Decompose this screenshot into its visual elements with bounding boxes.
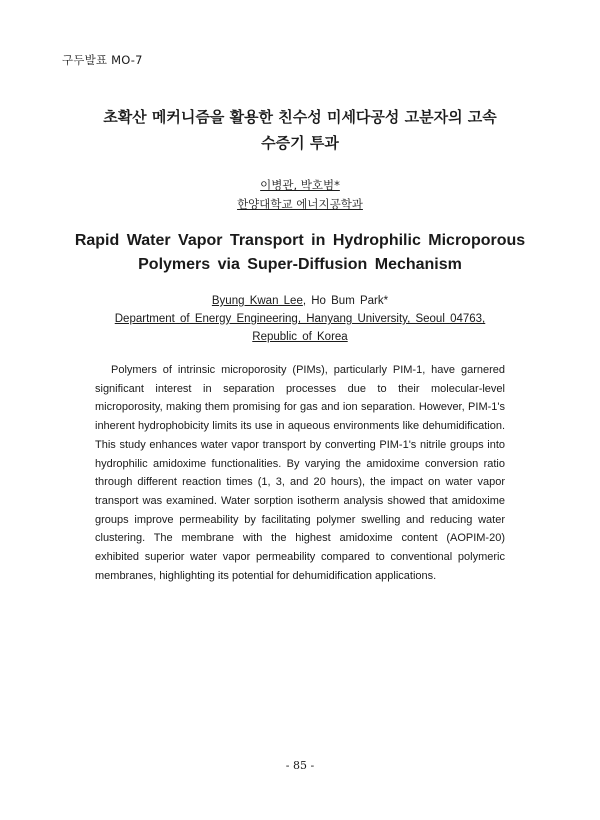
korean-title-line-2: 수증기 투과 xyxy=(261,134,339,152)
english-title xyxy=(0,229,600,277)
korean-title xyxy=(0,104,600,156)
page-number: - 85 - xyxy=(285,759,315,772)
korean-affiliation: 한양대학교 에너지공학과 xyxy=(237,197,363,211)
english-affiliation-line-1: Department of Energy Engineering, Hanyang University, Seoul 04763, xyxy=(114,313,486,325)
presenting-author: Byung Kwan Lee xyxy=(211,295,303,307)
korean-title-line-1: 초확산 메커니즘을 활용한 친수성 미세다공성 고분자의 고속 xyxy=(103,108,497,126)
korean-author-block xyxy=(0,176,600,214)
co-authors: , Ho Bum Park* xyxy=(302,295,389,307)
english-author-block xyxy=(0,292,600,346)
english-title-line-1: Rapid Water Vapor Transport in Hydrophilic Microporous xyxy=(74,232,526,249)
english-title-line-2: Polymers via Super-Diffusion Mechanism xyxy=(138,256,462,273)
english-affiliation-line-2: Republic of Korea xyxy=(252,331,348,343)
session-label: 구두발표 MO-7 xyxy=(62,53,143,67)
abstract-paragraph: Polymers of intrinsic microporosity (PIMs), particularly PIM-1, have garnered significant interest in separation processes due to their molecular-level microporosity, making them promising for gas and ion separation. However, PIM-1's inherent hydrophobicity limits its use in aqueous environments like dehumidification. This study enhances water vapor transport by converting PIM-1's nitrile groups into hydrophilic amidoxime functionalities. By varying the amidoxime conversion ratio through different reaction times (1, 3, and 20 hours), the impact on water vapor transport was examined. Water sorption isotherm analysis showed that amidoxime groups improve permeability by facilitating polymer swelling and reducing water clustering. The membrane with the highest amidoxime content (AOPIM-20) exhibited superior water vapor permeability compared to conventional polymeric membranes, highlighting its potential for dehumidification applications. xyxy=(95,364,505,582)
english-authors xyxy=(0,292,600,310)
korean-authors: 이병관, 박호범* xyxy=(260,178,340,192)
